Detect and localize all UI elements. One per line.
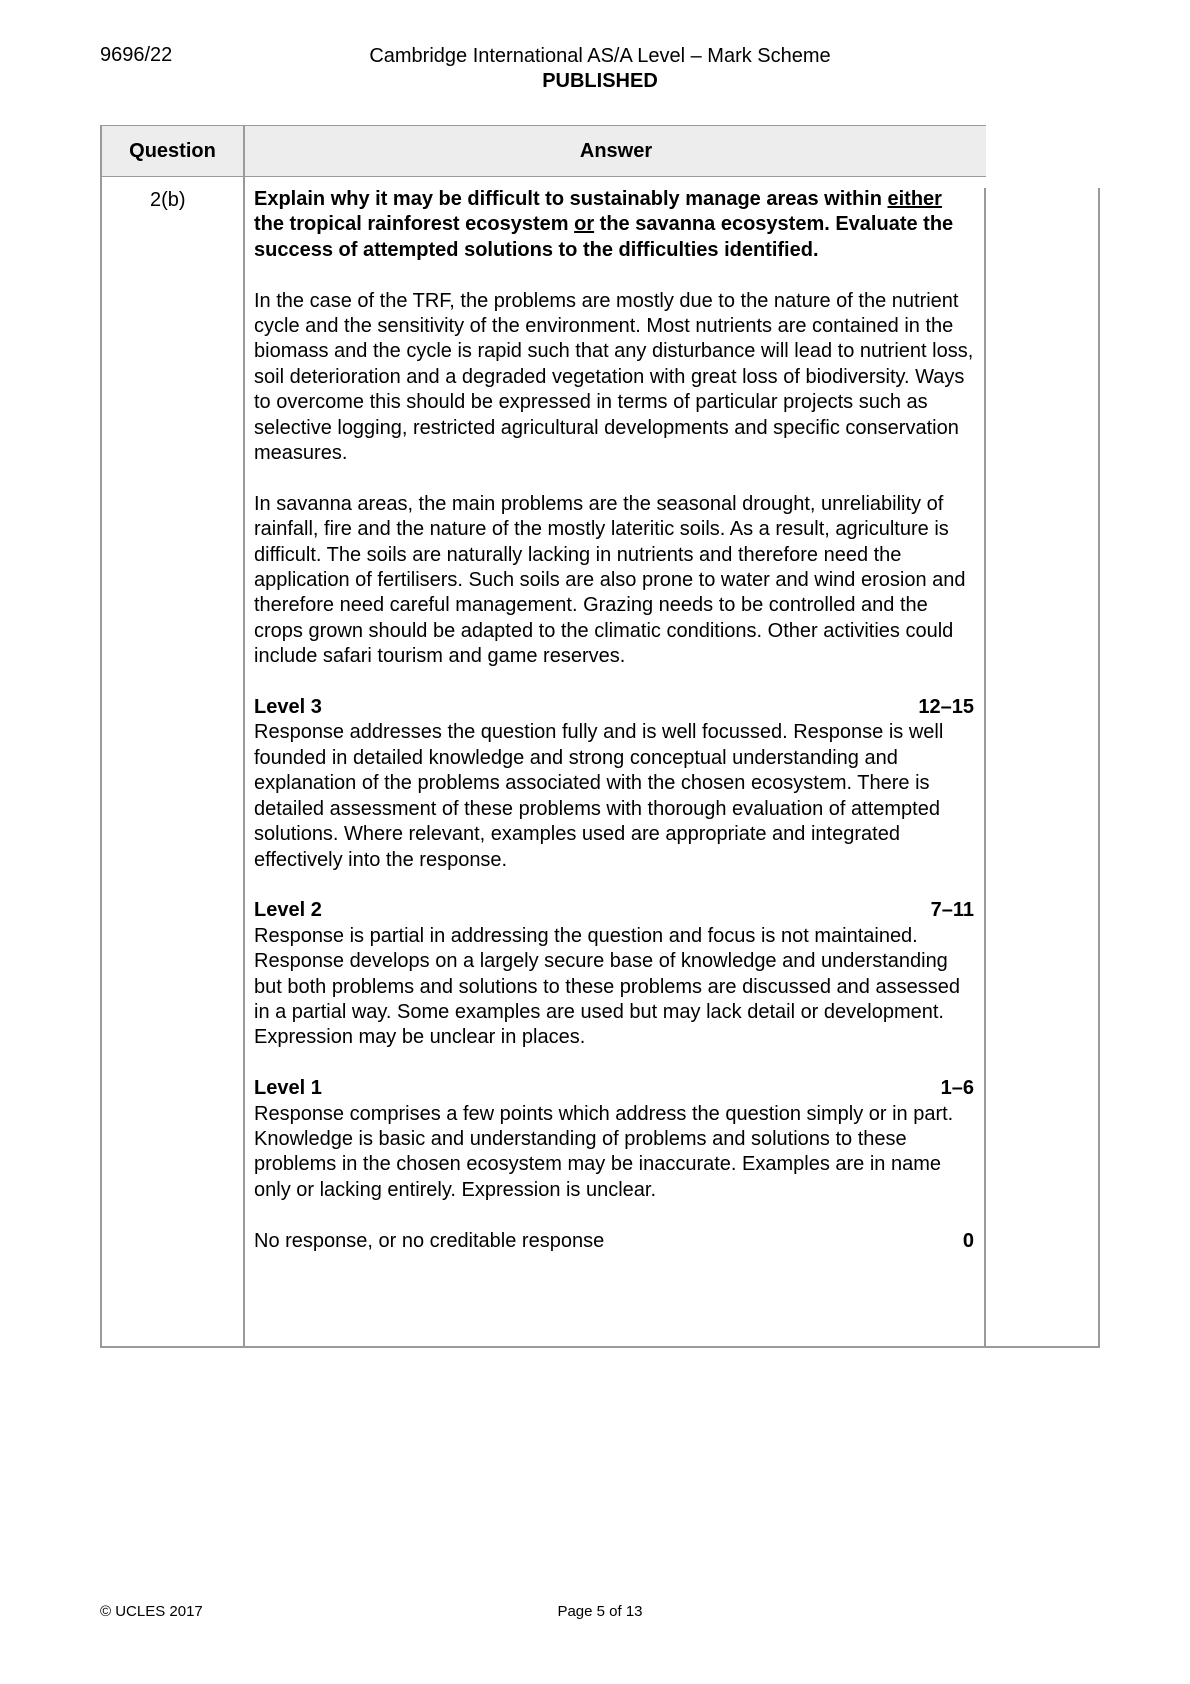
- published-label: PUBLISHED: [542, 70, 658, 92]
- no-response-text: No response, or no creditable response: [254, 1229, 605, 1252]
- paper-code: 9696/22: [100, 44, 173, 66]
- level-1-block: [254, 1076, 974, 1203]
- level-marks: 12–15: [918, 696, 974, 719]
- question-text-part: the savanna ecosystem. Evaluate the success of attempted solutions to the difficulties identified.: [254, 213, 954, 261]
- question-text-part: the tropical rainforest ecosystem: [254, 213, 575, 236]
- question-prompt: [254, 187, 974, 263]
- level-label: Level 3: [254, 696, 322, 719]
- table-bottom-border: [100, 1346, 1100, 1348]
- no-response-marks: 0: [962, 1229, 974, 1252]
- document-title-block: [320, 44, 880, 94]
- level-2-block: [254, 898, 974, 1050]
- answer-column-header: Answer: [579, 140, 653, 162]
- answer-cell: [254, 187, 974, 1254]
- page-number: Page 5 of 13: [557, 1603, 643, 1620]
- question-column-header: Question: [129, 140, 216, 162]
- table-header-row: [100, 125, 986, 177]
- table-right-border: [1098, 188, 1100, 1347]
- question-text-part: Explain why it may be difficult to sustainably manage areas within: [254, 188, 888, 210]
- copyright-notice: © UCLES 2017: [100, 1603, 203, 1620]
- document-title: Cambridge International AS/A Level – Mark Scheme: [369, 45, 831, 67]
- level-label: Level 2: [254, 899, 322, 922]
- indicative-content-savanna: In savanna areas, the main problems are the seasonal drought, unreliability of rainfall, fire and the nature of the mostly lateritic soils. As a result, agriculture is difficult. The soils are naturally lacking in nutrients and therefore need the application of fertilisers. Such soils are also prone to water and wind erosion and therefore need careful management. Grazing needs to be controlled and the crops grown should be adapted to the climatic conditions. Other activities could include safari tourism and game reserves.: [254, 492, 966, 668]
- underlined-either: either: [887, 188, 942, 210]
- level-marks: 1–6: [940, 1077, 974, 1100]
- level-3-block: [254, 695, 974, 873]
- question-answer-divider: [243, 125, 245, 1347]
- level-2-heading: [254, 898, 974, 923]
- level-3-heading: [254, 695, 974, 720]
- question-number: 2(b): [150, 189, 186, 211]
- answer-marks-divider: [984, 188, 986, 1347]
- indicative-content-trf: In the case of the TRF, the problems are mostly due to the nature of the nutrient cycle and the sensitivity of the environment. Most nutrients are contained in the biomass and the cycle is rapid such that any disturbance will lead to nutrient loss, soil deterioration and a degraded vegetation with great loss of biodiversity. Ways to overcome this should be expressed in terms of particular projects such as selective logging, restricted agricultural developments and specific conservation measures.: [254, 289, 974, 465]
- level-descriptor: Response comprises a few points which address the question simply or in part. Knowledge is basic and understanding of problems and solutions to these problems in the chosen ecosystem may be inaccurate. Examples are in name only or lacking entirely. Expression is unclear.: [254, 1102, 954, 1201]
- no-response-row: [254, 1229, 974, 1254]
- level-1-heading: [254, 1076, 974, 1101]
- level-descriptor: Response addresses the question fully and is well focussed. Response is well founded in detailed knowledge and strong conceptual understanding and explanation of the problems associated with the chosen ecosystem. There is detailed assessment of these problems with thorough evaluation of attempted solutions. Where relevant, examples used are appropriate and integrated effectively into the response.: [254, 721, 944, 871]
- underlined-or: or: [574, 213, 595, 236]
- table-left-border: [100, 125, 102, 1347]
- level-descriptor: Response is partial in addressing the question and focus is not maintained. Response develops on a largely secure base of knowledge and understanding but both problems and solutions to these problems are discussed and assessed in a partial way. Some examples are used but may lack detail or development. Expression may be unclear in places.: [254, 924, 960, 1049]
- level-marks: 7–11: [930, 899, 974, 922]
- level-label: Level 1: [254, 1077, 322, 1100]
